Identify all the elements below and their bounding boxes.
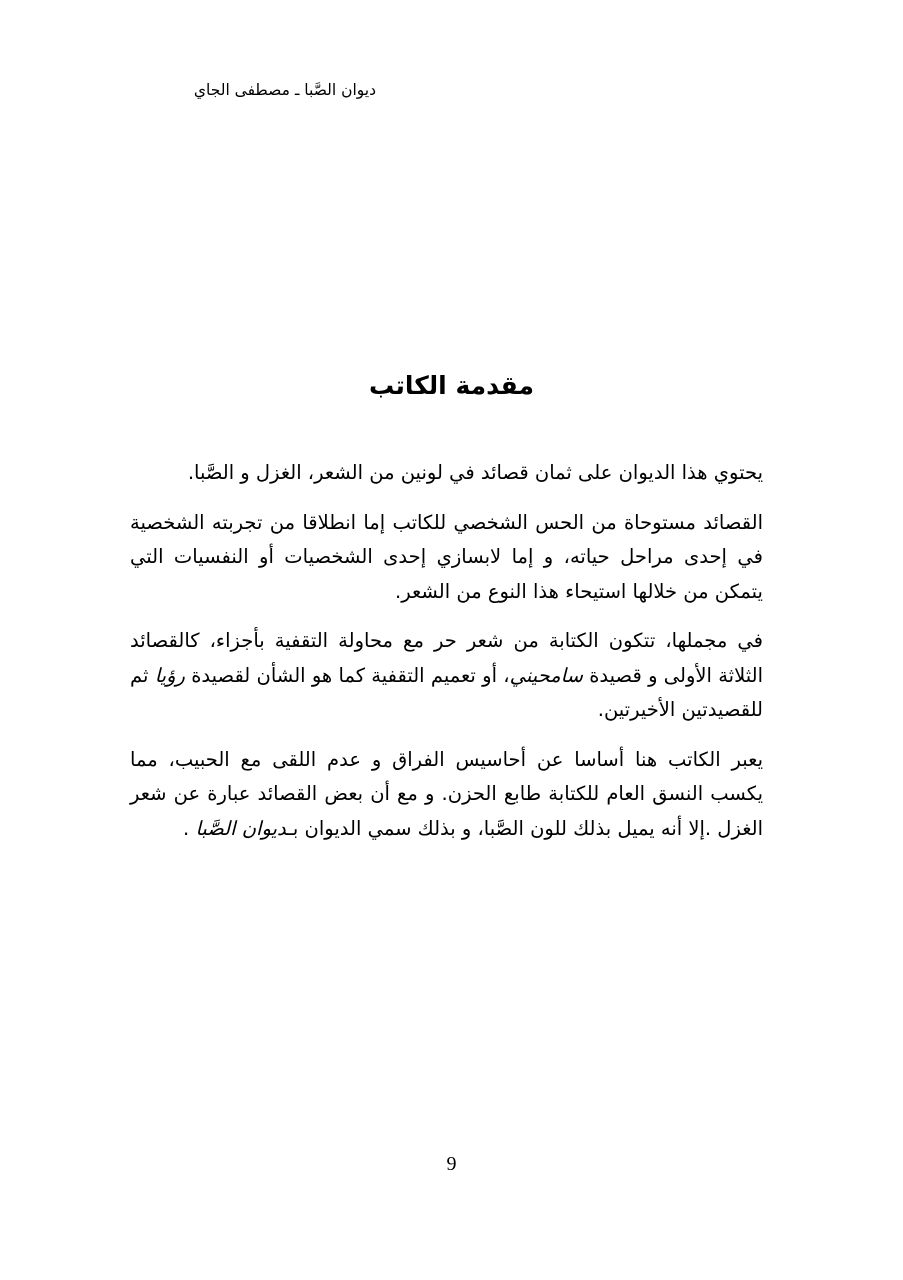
poem-title-samihini: سامحيني (509, 663, 583, 687)
paragraph-3 (130, 624, 763, 728)
paragraph-1: يحتوي هذا الديوان على ثمان قصائد في لونين من الشعر، الغزل و الصَّبا. (187, 461, 763, 484)
book-title-diwan-al-saba: ديوان الصَّبا (195, 816, 288, 840)
page-number: 9 (446, 1153, 457, 1175)
chapter-title: مقدمة الكاتب (369, 371, 534, 400)
paragraph-4-text-1: يعبر الكاتب هنا أساسا عن أحاسيس الفراق و عدم اللقى مع الحبيب، مما يكسب النسق العام للكتابة طابع الحزن. و مع أن بعض القصائد عبارة عن شعر الغزل .إلا أنه يميل بذلك للون الصَّبا، و بذلك سمي الديوان بـ (130, 747, 763, 840)
body-text (130, 456, 763, 861)
running-header: ديوان الصَّبا ـ مصطفى الجاي (193, 81, 376, 99)
poem-title-ruya: رؤيا (154, 663, 185, 687)
paragraph-3-text-3: ثم للقصيدتين الأخيرتين. (130, 663, 763, 721)
paragraph-3-text-1: في مجملها، تتكون الكتابة من شعر حر مع محاولة التقفية بأجزاء، كالقصائد الثلاثة الأولى و قصيدة (130, 629, 763, 687)
paragraph-4-text-2: . (183, 816, 196, 840)
paragraph-4 (130, 743, 763, 847)
paragraph-2: القصائد مستوحاة من الحس الشخصي للكاتب إما انطلاقا من تجربته الشخصية في إحدى مراحل حياته، و إما لابسازي إحدى الشخصيات أو النفسيات التي يتمكن من خلالها استيحاء هذا النوع من الشعر. (130, 510, 763, 603)
paragraph-3-text-2: ، أو تعميم التقفية كما هو الشأن لقصيدة (184, 663, 510, 687)
